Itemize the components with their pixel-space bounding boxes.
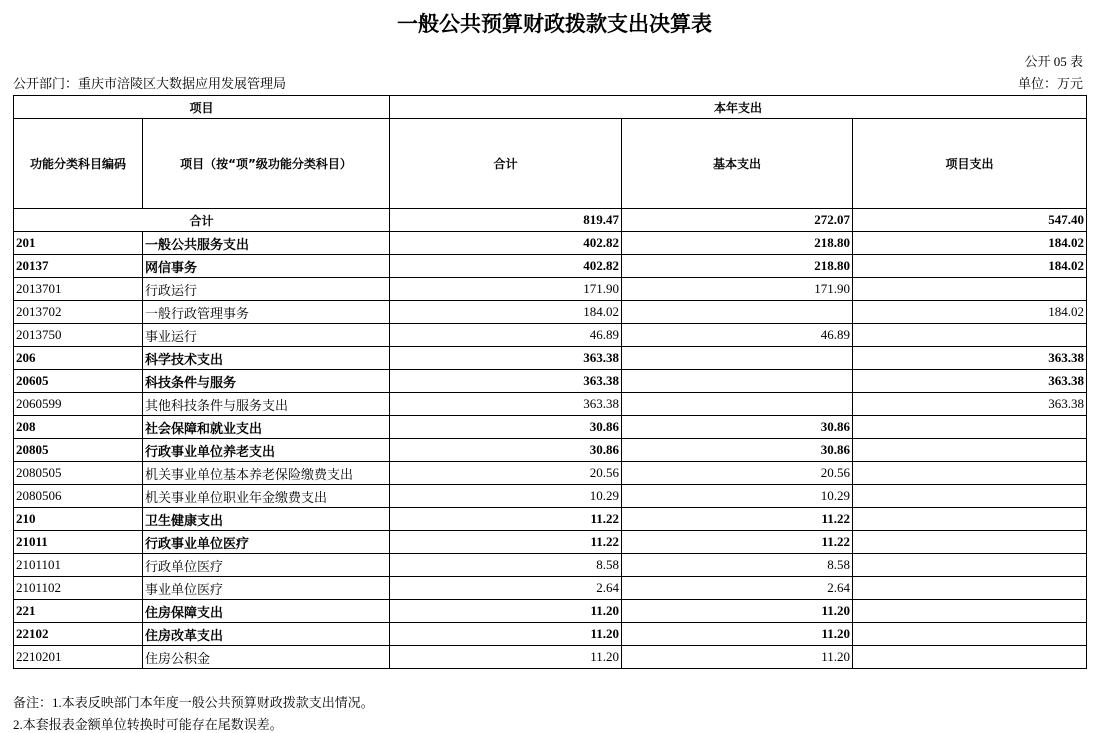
row-total: 30.86 [390,439,622,462]
row-project [853,623,1087,646]
table-row [14,485,1087,508]
total-sum: 819.47 [390,209,622,232]
row-name: 一般公共服务支出 [143,232,390,255]
row-name: 住房公积金 [143,646,390,669]
row-code: 20605 [14,370,143,393]
unit-label: 单位：万元 [1017,76,1083,91]
row-name: 行政运行 [143,278,390,301]
note-line-2: 2.本套报表金额单位转换时可能存在尾数误差。 [13,717,283,732]
header-project: 项目支出 [853,119,1087,209]
table-row [14,232,1087,255]
row-project: 184.02 [853,255,1087,278]
row-project: 363.38 [853,347,1087,370]
table-row [14,370,1087,393]
row-basic: 30.86 [622,439,853,462]
row-name: 行政事业单位养老支出 [143,439,390,462]
row-total: 11.22 [390,508,622,531]
page-title: 一般公共预算财政拨款支出决算表 [397,12,712,36]
row-project [853,462,1087,485]
row-total: 402.82 [390,232,622,255]
row-total: 30.86 [390,416,622,439]
row-total: 8.58 [390,554,622,577]
header-item: 项目 [14,96,390,119]
row-basic: 11.20 [622,600,853,623]
row-basic: 30.86 [622,416,853,439]
table-row [14,347,1087,370]
expenditure-table [13,95,1087,669]
header-total: 合计 [390,119,622,209]
row-total: 10.29 [390,485,622,508]
row-code: 22102 [14,623,143,646]
table-row [14,577,1087,600]
row-total: 11.20 [390,600,622,623]
row-project: 363.38 [853,393,1087,416]
row-code: 2060599 [14,393,143,416]
row-code: 2210201 [14,646,143,669]
row-project: 184.02 [853,301,1087,324]
row-name: 事业单位医疗 [143,577,390,600]
row-name: 事业运行 [143,324,390,347]
row-basic: 171.90 [622,278,853,301]
row-project: 184.02 [853,232,1087,255]
row-code: 201 [14,232,143,255]
row-name: 科技条件与服务 [143,370,390,393]
row-total: 11.20 [390,646,622,669]
table-row [14,531,1087,554]
row-basic: 11.22 [622,508,853,531]
row-total: 2.64 [390,577,622,600]
table-row [14,324,1087,347]
row-code: 20137 [14,255,143,278]
row-name: 社会保障和就业支出 [143,416,390,439]
row-project [853,554,1087,577]
row-name: 行政单位医疗 [143,554,390,577]
row-project [853,324,1087,347]
row-total: 171.90 [390,278,622,301]
total-row [14,209,1087,232]
row-name: 科学技术支出 [143,347,390,370]
table-row [14,623,1087,646]
row-code: 208 [14,416,143,439]
table-row [14,508,1087,531]
table-row [14,554,1087,577]
table-row [14,301,1087,324]
row-basic [622,370,853,393]
total-basic: 272.07 [622,209,853,232]
row-total: 363.38 [390,370,622,393]
row-basic: 10.29 [622,485,853,508]
row-basic: 218.80 [622,232,853,255]
header-row-top [14,96,1087,119]
row-total: 363.38 [390,347,622,370]
row-basic [622,393,853,416]
row-code: 206 [14,347,143,370]
table-row [14,439,1087,462]
row-name: 住房改革支出 [143,623,390,646]
row-code: 20805 [14,439,143,462]
row-basic: 8.58 [622,554,853,577]
total-label: 合计 [14,209,390,232]
table-row [14,278,1087,301]
row-total: 11.20 [390,623,622,646]
header-row-bottom [14,119,1087,209]
row-code: 2013701 [14,278,143,301]
row-basic: 11.22 [622,531,853,554]
table-row [14,646,1087,669]
row-code: 2101102 [14,577,143,600]
row-project [853,439,1087,462]
row-project [853,508,1087,531]
row-name: 住房保障支出 [143,600,390,623]
row-project [853,416,1087,439]
row-basic: 20.56 [622,462,853,485]
row-total: 363.38 [390,393,622,416]
row-code: 221 [14,600,143,623]
row-total: 184.02 [390,301,622,324]
row-project [853,278,1087,301]
table-row [14,393,1087,416]
header-current-year: 本年支出 [390,96,1087,119]
row-total: 402.82 [390,255,622,278]
row-name: 其他科技条件与服务支出 [143,393,390,416]
row-name: 行政事业单位医疗 [143,531,390,554]
row-code: 2013702 [14,301,143,324]
total-project: 547.40 [853,209,1087,232]
table-row [14,255,1087,278]
row-code: 2101101 [14,554,143,577]
table-row [14,600,1087,623]
row-project [853,600,1087,623]
row-basic [622,301,853,324]
row-total: 11.22 [390,531,622,554]
row-project [853,646,1087,669]
table-row [14,416,1087,439]
row-name: 一般行政管理事务 [143,301,390,324]
row-code: 2080506 [14,485,143,508]
row-name: 网信事务 [143,255,390,278]
row-project: 363.38 [853,370,1087,393]
row-project [853,577,1087,600]
form-number: 公开 05 表 [1024,54,1083,69]
header-code: 功能分类科目编码 [14,119,143,209]
row-basic: 218.80 [622,255,853,278]
row-project [853,531,1087,554]
department-label: 公开部门：重庆市涪陵区大数据应用发展管理局 [13,76,287,91]
header-basic: 基本支出 [622,119,853,209]
note-line-1: 备注：1.本表反映部门本年度一般公共预算财政拨款支出情况。 [13,695,374,710]
row-code: 210 [14,508,143,531]
row-code: 21011 [14,531,143,554]
row-total: 20.56 [390,462,622,485]
table-row [14,462,1087,485]
row-basic: 11.20 [622,646,853,669]
header-name: 项目（按“项”级功能分类科目） [143,119,390,209]
row-project [853,485,1087,508]
row-name: 机关事业单位职业年金缴费支出 [143,485,390,508]
row-basic: 46.89 [622,324,853,347]
row-name: 机关事业单位基本养老保险缴费支出 [143,462,390,485]
row-code: 2080505 [14,462,143,485]
row-total: 46.89 [390,324,622,347]
row-basic: 11.20 [622,623,853,646]
row-basic [622,347,853,370]
row-basic: 2.64 [622,577,853,600]
row-name: 卫生健康支出 [143,508,390,531]
row-code: 2013750 [14,324,143,347]
